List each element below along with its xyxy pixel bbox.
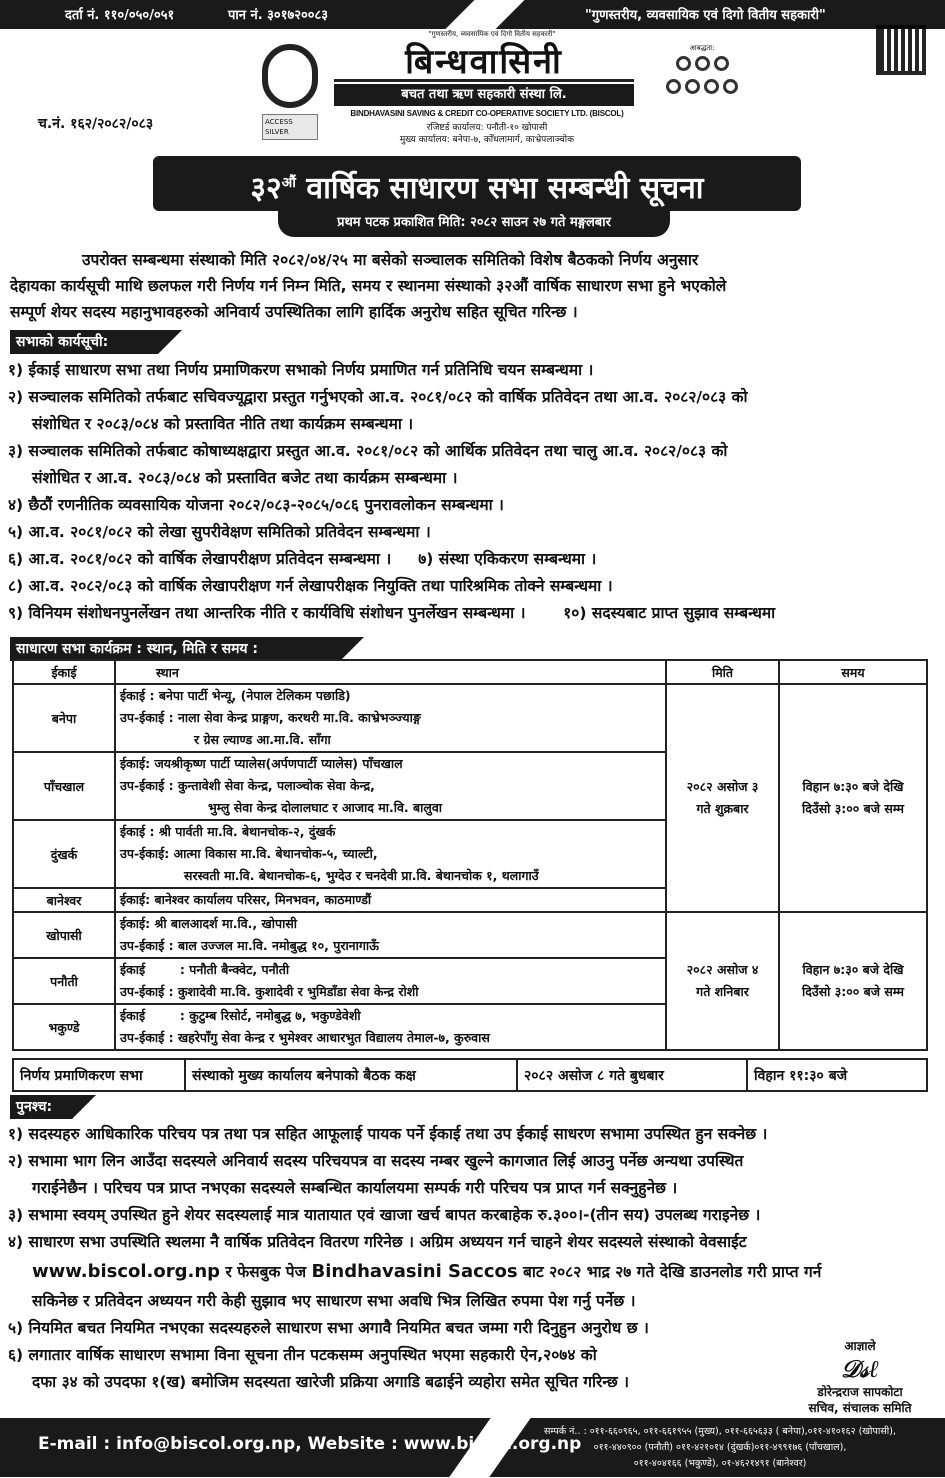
signature-image: 𝒟𝓈ℓ [840,1354,880,1383]
intro-paragraph: उपरोक्त सम्बन्धमा संस्थाको मिति २०८२/०४/२५ मा बसेको सञ्चालक समितिको विशेष बैठकको निर्णय अनुसार देहायका कार्यसूची माथि छलफल गरी निर्णय गर्न निम्न मिति, समय र स्थानमा संस्थाको ३२औं वार्षिक साधारण सभा हुने भएकोले सम्पूर्ण शेयर सदस्य महानुभावहरुको अनिवार्य उपस्थितिका लागि हार्दिक अनुरोध सहित सूचित गरिन्छ । [10,251,727,321]
list-item: ५) नियमित बचत नियमित नभएका सदस्यहरुले साधारण सभा अगावै नियमित बचत जम्मा गरी दिनुहुन अनुरोध छ । [8,1319,649,1337]
list-item: ६) लगातार वार्षिक साधारण सभामा विना सूचना तीन पटकसम्म अनुपस्थित भएमा सहकारी ऐन,२०७४ को [8,1346,597,1364]
list-item: २) सभामा भाग लिन आउँदा सदस्यले अनिवार्य सदस्य परिचयपत्र वा सदस्य नम्बर खुल्ने कागजात लिई आउनु पर्नेछ अन्यथा उपस्थित [8,1152,744,1170]
list-item: २) सञ्चालक समितिको तर्फबाट सचिवज्यूद्वारा प्रस्तुत गर्नुभएको आ.व. २०८१/०८२ को वार्षिक प्रतिवेदन तथा आ.व. २०८२/०८३ को [8,388,748,406]
table-row: दुंखर्क ईकाई : श्री पार्वती मा.वि. बेथानचोक-२, दुंखर्क उप-ईकाई: आत्मा विकास मा.वि. बेथानचोक-५, च्याल्टी, सरस्वती मा.वि. बेथानचोक-६, भुग्देउ र चनदेवी प्रा.वि. बेथानचोक १, थलागाउँ [13,820,927,888]
list-item: ४) छैठौं रणनीतिक व्यवसायिक योजना २०८२/०८३-२०८५/०८६ पुनरावलोकन सम्बन्धमा । [8,496,504,514]
table-header: ईकाई स्थान मिति समय [13,660,927,684]
table-row: पाँचखाल ईकाई: जयश्रीकृष्ण पार्टी प्यालेस(अर्पणपार्टी प्यालेस) पाँचखाल उप-ईकाई : कुन्तावेशी सेवा केन्द्र, पलाञ्चोक सेवा केन्द्र, भुम्लु सेवा केन्द्र दोलालघाट र आजाद मा.वि. बालुवा [13,752,927,820]
footer [0,1418,945,1477]
table-row: भकुण्डे ईकाई : कुटुम्ब रिसोर्ट, नमोबुद्ध ७, भकुण्डेवेशी उप-ईकाई : खहरेपाँगु सेवा केन्द्र र भुमेश्वर आधारभुत विद्यालय तेमाल-७, कुरुवास [13,1004,927,1050]
logo [262,30,715,148]
agenda-heading: सभाको कार्यसूची: [10,330,158,354]
list-item: सकिनेछ र प्रतिवेदन अध्ययन गरी केही सुझाव भए साधारण सभा अवधि भित्र लिखित रुपमा पेश गर्नु पर्नेछ । [32,1292,636,1310]
logo-subtitle: बचत तथा ऋण सहकारी संस्था लि. [334,84,634,106]
house-emblem-icon [262,44,318,108]
office-address: रजिष्टर्ड कार्यालय: पनौती-१० खोपासी मुख्य कार्यालय: बनेपा-७, कोँधलामार्ग, काभ्रेपलाञ्चोक [399,123,575,145]
signatory: आज्ञाले 𝒟𝓈ℓ डोरेन्द्रराज सापकोटा सचिव, संचालक समिति [790,1338,930,1416]
agenda-list [8,357,938,627]
postscript-list: १) सदस्यहरु आधिकारिक परिचय पत्र तथा पत्र सहित आफूलाई पायक पर्ने ईकाई तथा उप ईकाई साधरण सभामा उपस्थित हुन सक्नेछ । २) सभामा भाग लिन आउँदा सदस्यले अनिवार्य सदस्य परिचयपत्र वा सदस्य नम्बर खुल्ने कागजात लिई आउनु पर्नेछ अन्यथा उपस्थित गराईनेछैन । परिचय पत्र प्राप्त नभएका सदस्यले सम्बन्धित कार्यालयमा सम्पर्क गरी परिचय पत्र प्राप्त गर्न सक्नुहुनेछ । ३) सभामा स्वयम् उपस्थित हुने शेयर सदस्यलाई मात्र यातायात एवं खाजा खर्च बापत करबाहेक रु.३००।-(तीन सय) उपलब्ध गराइनेछ । ४) साधारण सभा उपस्थिति स्थलमा नै वार्षिक प्रतिवेदन वितरण गरिनेछ । अग्रिम अध्ययन गर्न चाहने शेयर सदस्यले संस्थाको वेवसाईट www.biscol.org.np र फेसबुक पेज Bindhavasini Saccos बाट २०८२ भाद्र २७ गते देखि डाउनलोड गरी प्राप्त गर्न सकिनेछ र प्रतिवेदन अध्ययन गरी केही सुझाव भए साधारण सभा अवधि भित्र लिखित रुपमा पेश गर्नु पर्नेछ । ५) नियमित बचत नियमित नभएका सदस्यहरुले साधारण सभा अगावै नियमित बचत जम्मा गरी दिनुहुन अनुरोध छ । ६) लगातार वार्षिक साधारण सभामा विना सूचना तीन पटकसम्म अनुपस्थित भएमा सहकारी ऐन,२०७४ को दफा ३४ को उपदफा १(ख) बमोजिम सदस्यता खारेजी प्रक्रिया अगाडि बढाईने व्यहोरा समेत सूचित गरिन्छ । [8,1121,938,1396]
list-item: दफा ३४ को उपदफा १(ख) बमोजिम सदस्यता खारेजी प्रक्रिया अगाडि बढाईने व्यहोरा समेत सूचित गरिन्छ । [32,1373,629,1391]
table-row: बानेश्वर ईकाई: बानेश्वर कार्यालय परिसर, मिनभवन, काठमाण्डौं [13,888,927,912]
list-item: संशोधित र आ.व. २०८३/०८४ को प्रस्तावित बजेट तथा कार्यक्रम सम्बन्धमा । [32,469,458,487]
list-item: ३) सञ्चालक समितिको तर्फबाट कोषाध्यक्षद्वारा प्रस्तुत आ.व. २०८१/०८२ को आर्थिक प्रतिवेदन तथा चालु आ.व. २०८२/०८३ को [8,442,728,460]
slogan: "गुणस्तरीय, व्यवसायिक एवं दिगो वितीय सहकारी" [585,8,826,23]
logo-english: BINDHAVASINI SAVING & CREDIT CO-OPERATIVE SOCIETY LTD. (BISCOL) [350,109,624,118]
registration-number: दर्ता नं. ११०/०५०/०५१ [65,8,175,23]
list-item: गराईनेछैन । परिचय पत्र प्राप्त नभएका सदस्यले सम्बन्धित कार्यालयमा सम्पर्क गरी परिचय पत्र प्राप्त गर्न सक्नुहुनेछ । [32,1179,678,1197]
list-item: ६) आ.व. २०८१/०८२ को वार्षिक लेखापरीक्षण प्रतिवेदन सम्बन्धमा । [8,550,392,568]
decision-meeting-row: निर्णय प्रमाणिकरण सभा संस्थाको मुख्य कार्यालय बनेपाको बैठक कक्ष २०८२ असोज ८ गते बुधबार विहान ११:३० बजे [12,1058,928,1092]
publish-date: प्रथम पटक प्रकाशित मिति: २०८२ साउन २७ गते मङ्गलबार [278,211,670,237]
list-item: ७) संस्था एकिकरण सम्बन्धमा । [418,550,597,568]
pan-number: पान नं. ३०१७२००८३ [228,8,329,23]
table-row: बनेपा ईकाई : बनेपा पार्टी भेन्यू, (नेपाल टेलिकम पछाडि) उप-ईकाई : नाला सेवा केन्द्र प्राङ्गण, करथरी मा.वि. काभ्रेभञ्ज्याङ्ग र ग्रेस ल्याण्ड आ.मा.वि. साँगा २०८२ असोज ३ गते शुक्रबार विहान ७:३० बजे देखि दिउँसो ३:०० बजे सम्म [13,684,927,752]
list-item: ४) साधारण सभा उपस्थिति स्थलमा नै वार्षिक प्रतिवेदन वितरण गरिनेछ । अग्रिम अध्ययन गर्न चाहने शेयर सदस्यले संस्थाको वेवसाईट [8,1233,747,1251]
list-item: १) सदस्यहरु आधिकारिक परिचय पत्र तथा पत्र सहित आफूलाई पायक पर्ने ईकाई तथा उप ईकाई साधरण सभामा उपस्थित हुन सक्नेछ । [8,1125,768,1143]
top-bar [0,0,945,29]
website-link[interactable]: www.biscol.org.np [32,1261,221,1282]
list-item: ९) विनियम संशोधनपुनर्लेखन तथा आन्तरिक नीति र कार्यविधि संशोधन पुनर्लेखन सम्बन्धमा । [8,604,526,622]
schedule-heading: साधारण सभा कार्यक्रम : स्थान, मिति र समय : [10,637,340,661]
facebook-page: Bindhavasini Saccos [311,1261,518,1282]
list-item: १०) सदस्यबाट प्राप्त सुझाव सम्बन्धमा [563,604,776,622]
list-item: संशोधित र २०८३/०८४ को प्रस्तावित नीति तथा कार्यक्रम सम्बन्धमा । [32,415,414,433]
table-row: खोपासी ईकाई: श्री बालआदर्श मा.वि., खोपासी उप-ईकाई : बाल उज्जल मा.वि. नमोबुद्ध १०, पुरानागाऊँ २०८२ असोज ४ गते शनिबार विहान ७:३० बजे देखि दिउँसो ३:०० बजे सम्म [13,912,927,958]
logo-slogan: "गुणस्तरीय, व्यवसायिक एवं दिगो वितीय सहकारी" [428,30,556,38]
list-item: ८) आ.व. २०८२/०८३ को वार्षिक लेखापरीक्षण गर्न लेखापरीक्षक नियुक्ति तथा पारिश्रमिक तोक्ने सम्बन्धमा । [8,577,613,595]
list-item: ३) सभामा स्वयम् उपस्थित हुने शेयर सदस्यलाई मात्र यातायात एवं खाजा खर्च बापत करबाहेक रु.३००।-(तीन सय) उपलब्ध गराइनेछ । [8,1206,761,1224]
page-title: $३२^{औं}$ वार्षिक साधारण सभा सम्बन्धी सूचना [153,156,801,211]
list-item: ५) आ.व. २०८१/०८२ को लेखा सुपरीवेक्षण समितिको प्रतिवेदन सम्बन्धमा । [8,523,431,541]
affiliation-logos: आबद्धता: [656,44,748,119]
logo-name: बिन्धवासिनी [334,42,634,82]
footer-phone-numbers: सम्पर्क नं.. : ०११-६६०९६५, ०११-६६१९५५ (मुख्य), ०११-६६५६३३ ( बनेपा),०११-४१०१६२ (खोपासी), ०११-४४०९०० (पनौती) ०११-४२१०१४ (दुंखर्क)०११-४९९१७६ (पाँचखाल), ०११-४०४१६६ (भकुण्डे), ०१-४६२१४९१ (बानेश्वर) [544,1426,896,1469]
table-row: पनौती ईकाई : पनौती बैन्क्वेट, पनौती उप-ईकाई : कुशादेवी मा.वि. कुशादेवी र भुमिडाँडा सेवा केन्द्र रोशी [13,958,927,1004]
access-badge: ACCESS SILVER [262,114,318,140]
qr-code-icon [876,25,926,75]
reference-number: च.नं. १६२/२०८२/०८३ [38,116,154,132]
list-item: १) ईकाई साधारण सभा तथा निर्णय प्रमाणिकरण सभाको निर्णय प्रमाणित गर्न प्रतिनिधि चयन सम्बन्धमा । [8,361,594,379]
postscript-heading: पुनश्च: [10,1095,72,1119]
footer-contact-email: E-mail : info@biscol.org.np, Website : www.biscol.org.np [38,1434,582,1454]
schedule-table [12,659,928,1051]
